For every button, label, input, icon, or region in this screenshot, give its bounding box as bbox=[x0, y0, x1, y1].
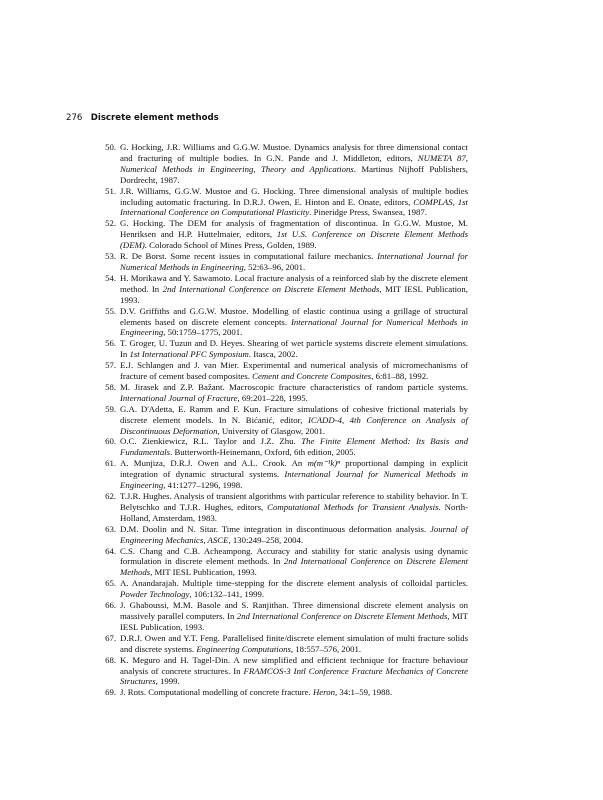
reference-text: K. Meguro and H. Tagel-Din. A new simplified and efficient technique for fracture behaviour analysis of concrete structures. In bbox=[120, 654, 468, 676]
reference-number: 59. bbox=[105, 403, 116, 414]
reference-title-italic: International Journal for Numerical Methods in Engineering bbox=[120, 251, 469, 272]
reference-text: J.R. Williams, G.G.W. Mustoe and G. Hocking. Three dimensional analysis of multiple bodies including automatic fracturing. In D.R.J. Owen, E. Hinton and E. Onate, editors, bbox=[120, 185, 468, 207]
reference-title-italic: NUMETA 87, Numerical Methods in Engineering, Theory and Applications bbox=[120, 152, 468, 174]
reference-item bbox=[100, 436, 468, 458]
reference-item bbox=[100, 687, 468, 698]
reference-number: 50. bbox=[105, 142, 116, 152]
reference-item bbox=[100, 218, 468, 251]
reference-number: 65. bbox=[105, 578, 116, 589]
reference-item bbox=[100, 338, 468, 360]
reference-title-italic: Powder Technology bbox=[120, 589, 190, 600]
reference-title-italic: Cement and Concrete Composites bbox=[252, 371, 372, 382]
reference-number: 67. bbox=[105, 632, 116, 643]
reference-title-italic: 1st U.S. Conference on Discrete Element Methods (DEM) bbox=[120, 229, 468, 251]
reference-text: J. Ghaboussi, M.M. Basole and S. Ranjithan. Three dimensional discrete element analysis on massively parallel computers. In bbox=[120, 600, 468, 621]
reference-number: 63. bbox=[105, 523, 116, 534]
reference-text: . Pineridge Press, Swansea, 1987. bbox=[309, 207, 427, 218]
reference-text: . Martinus Nijhoff Publishers, Dordrecht, 1987. bbox=[120, 163, 468, 185]
reference-text: R. De Borst. Some recent issues in computational failure mechanics. bbox=[120, 251, 378, 262]
reference-text: D.R.J. Owen and Y.T. Feng. Parallelised finite/discrete element simulation of multi fracture solids and discrete systems. bbox=[120, 632, 468, 654]
reference-text: , MIT IESL Publication, 1993. bbox=[150, 567, 257, 578]
reference-item bbox=[100, 382, 468, 404]
reference-item bbox=[100, 273, 468, 306]
reference-title-italic: Engineering Computations bbox=[196, 643, 291, 654]
reference-text: , 130:249–258, 2004. bbox=[228, 534, 304, 545]
reference-item bbox=[100, 546, 468, 579]
reference-number: 54. bbox=[105, 272, 116, 283]
reference-text: A. Munjiza, D.R.J. Owen and A.L. Crook. An bbox=[120, 458, 308, 469]
reference-text: E.J. Schlangen and J. van Mier. Experimental and numerical analysis of micromechanisms of fracture of cement based composites. bbox=[120, 360, 468, 382]
reference-text: . Colorado School of Mines Press, Golden, 1989. bbox=[144, 240, 317, 251]
reference-number: 61. bbox=[105, 458, 116, 469]
reference-item bbox=[100, 655, 468, 688]
reference-list bbox=[100, 142, 468, 698]
reference-text: G.A. D'Adetta, E. Ramm and F. Kun. Fracture simulations of cohesive frictional materials by discrete element models. In N. Bićanić, editor, bbox=[120, 403, 468, 425]
reference-text: M. Jirasek and Z.P. Bažant. Macroscopic fracture characteristics of random particle systems. bbox=[120, 381, 468, 392]
reference-number: 52. bbox=[105, 218, 116, 229]
reference-title-italic: The Finite Element Method: Its Basis and Fundamentals bbox=[120, 436, 468, 458]
reference-text: . Itasca, 2002. bbox=[248, 349, 298, 360]
reference-text: , 1999. bbox=[155, 676, 180, 687]
running-title: Discrete element methods bbox=[90, 113, 219, 123]
reference-number: 68. bbox=[105, 654, 116, 665]
reference-text: J. Rots. Computational modelling of concrete fracture. bbox=[120, 687, 313, 698]
reference-title-italic: FRAMCOS-3 Intl Conference Fracture Mechanics of Concrete Structures bbox=[120, 665, 468, 687]
reference-text: C.S. Chang and C.B. Acheampong. Accuracy and stability for static analysis using dynamic formulation in discrete element methods. In bbox=[120, 545, 468, 567]
reference-text: , University of Glasgow, 2001. bbox=[217, 425, 326, 436]
reference-text: T. Groger, U. Tuzun and D. Heyes. Shearing of wet particle systems discrete element simulations. In bbox=[120, 338, 468, 360]
reference-item bbox=[100, 578, 468, 600]
reference-item bbox=[100, 600, 468, 633]
reference-title-italic: 1st International PFC Symposium bbox=[129, 349, 249, 360]
reference-number: 60. bbox=[105, 436, 116, 447]
page-number: 276 bbox=[66, 113, 83, 123]
reference-text: , 18:557–576, 2001. bbox=[290, 643, 362, 654]
reference-title-italic: International Journal for Numerical Methods in Engineering bbox=[120, 316, 468, 338]
reference-item bbox=[100, 491, 468, 524]
reference-number: 57. bbox=[105, 360, 116, 371]
reference-text: , 69:201–228, 1995. bbox=[237, 392, 308, 403]
reference-item bbox=[100, 524, 468, 546]
reference-text: D.M. Doolin and N. Sitar. Time integration in discontinuous deformation analysis. bbox=[120, 523, 431, 534]
reference-number: 66. bbox=[105, 600, 116, 611]
reference-text: O.C. Zienkiewicz, R.L. Taylor and J.Z. Zhu. bbox=[120, 436, 302, 447]
reference-text: , 41:1277–1296, 1998. bbox=[163, 480, 243, 491]
reference-title-italic: m(m⁻¹k)ⁿ bbox=[307, 458, 340, 469]
reference-title-italic: ICADD-4, 4th Conference on Analysis of Discontinuous Deformation bbox=[120, 414, 468, 436]
reference-item bbox=[100, 251, 468, 273]
reference-text: A. Anandarajah. Multiple time-stepping for the discrete element analysis of colloidal particles. bbox=[120, 578, 468, 589]
reference-item bbox=[100, 186, 468, 219]
reference-text: D.V. Griffiths and G.G.W. Mustoe. Modelling of elastic continua using a grillage of structural elements based on discrete element concepts. bbox=[120, 305, 468, 327]
reference-title-italic: COMPLAS, 1st International Conference on Computational Plasticity bbox=[120, 196, 468, 218]
reference-text: . North-Holland, Amsterdam, 1983. bbox=[120, 501, 468, 523]
reference-title-italic: International Journal for Numerical Methods in Engineering bbox=[120, 469, 468, 491]
reference-text: , 52:63–96, 2001. bbox=[243, 261, 306, 272]
running-header bbox=[66, 113, 219, 123]
reference-text: T.J.R. Hughes. Analysis of transient algorithms with particular reference to stability behavior. In T. Belytschko and T.J.R. Hughes, editors, bbox=[120, 491, 468, 512]
reference-title-italic: Computational Methods for Transient Analysis bbox=[267, 501, 439, 512]
reference-item bbox=[100, 458, 468, 491]
reference-text: . Butterworth-Heinemann, Oxford, 6th edition, 2005. bbox=[170, 447, 356, 458]
reference-title-italic: 2nd International Conference on Discrete Element Methods bbox=[120, 556, 468, 578]
reference-number: 58. bbox=[105, 381, 116, 392]
reference-title-italic: Journal of Engineering Mechanics, ASCE bbox=[120, 523, 468, 545]
reference-title-italic: Heron bbox=[312, 687, 335, 698]
reference-text: G. Hocking. The DEM for analysis of fragmentation of discontinua. In G.G.W. Mustoe, M. Henriksen and H.P. Huttelmaier, editors, bbox=[120, 218, 468, 240]
reference-text: , 6:81–88, 1992. bbox=[371, 371, 429, 382]
reference-text: , 50:1759–1775, 2001. bbox=[163, 327, 243, 338]
reference-item bbox=[100, 404, 468, 437]
reference-item bbox=[100, 360, 468, 382]
reference-number: 53. bbox=[105, 251, 116, 262]
reference-item bbox=[100, 633, 468, 655]
reference-number: 64. bbox=[105, 545, 116, 556]
reference-title-italic: 2nd International Conference on Discrete Element Methods bbox=[236, 610, 448, 621]
reference-text: , 106:132–141, 1999. bbox=[189, 589, 265, 600]
reference-number: 51. bbox=[105, 185, 116, 196]
reference-item bbox=[100, 142, 468, 186]
reference-item bbox=[100, 306, 468, 339]
reference-title-italic: 2nd International Conference on Discrete Element Methods bbox=[162, 283, 380, 294]
reference-text: , 34:1–59, 1988. bbox=[334, 687, 393, 698]
reference-text: H. Morikawa and Y. Sawamoto. Local fracture analysis of a reinforced slab by the discrete element method. In bbox=[120, 272, 468, 294]
reference-number: 69. bbox=[105, 687, 116, 698]
reference-text: , MIT IESL Publication, 1993. bbox=[120, 610, 468, 632]
reference-title-italic: International Journal of Fracture bbox=[120, 392, 238, 403]
reference-number: 62. bbox=[105, 491, 116, 501]
reference-number: 56. bbox=[105, 338, 116, 349]
reference-text: proportional damping in explicit integration of dynamic structural systems. bbox=[120, 458, 468, 480]
reference-text: G. Hocking, J.R. Williams and G.G.W. Mustoe. Dynamics analysis for three dimensional contact and fracturing of multiple bodies. In G.N. Pande and J. Middleton, editors, bbox=[120, 142, 468, 163]
reference-number: 55. bbox=[105, 305, 116, 316]
reference-text: , MIT IESL Publication, 1993. bbox=[120, 283, 468, 305]
